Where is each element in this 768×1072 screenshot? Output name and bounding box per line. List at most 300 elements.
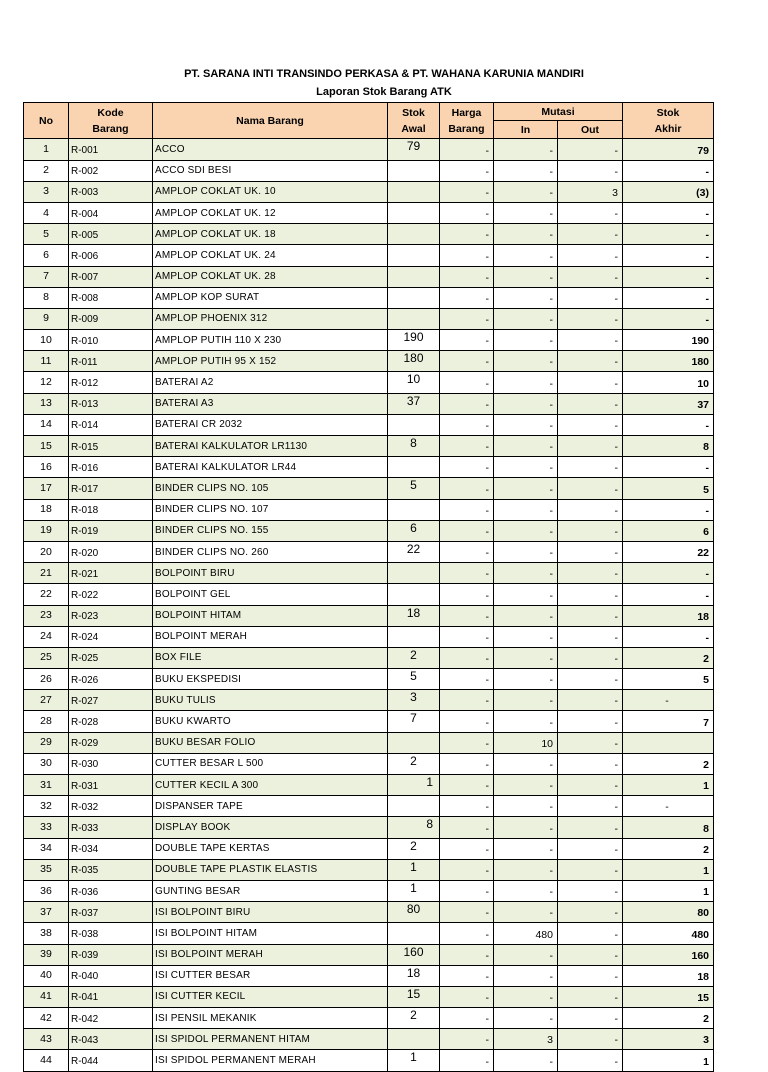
cell-awal bbox=[388, 1029, 440, 1050]
cell-in: - bbox=[494, 181, 558, 202]
cell-no: 21 bbox=[24, 563, 69, 584]
cell-harga: - bbox=[440, 902, 494, 923]
cell-awal: 1 bbox=[388, 880, 440, 901]
cell-akhir: - bbox=[623, 414, 714, 435]
cell-awal bbox=[388, 181, 440, 202]
cell-kode: R-013 bbox=[69, 393, 153, 414]
cell-nama: BOX FILE bbox=[153, 647, 388, 668]
cell-harga: - bbox=[440, 1050, 494, 1071]
cell-akhir: 5 bbox=[623, 669, 714, 690]
table-row bbox=[24, 647, 714, 668]
cell-in: - bbox=[494, 796, 558, 817]
cell-out: - bbox=[558, 923, 623, 944]
cell-kode: R-001 bbox=[69, 139, 153, 160]
cell-kode: R-034 bbox=[69, 838, 153, 859]
table-row bbox=[24, 605, 714, 626]
cell-out: - bbox=[558, 308, 623, 329]
cell-no: 42 bbox=[24, 1008, 69, 1029]
cell-akhir: 5 bbox=[623, 478, 714, 499]
cell-out: - bbox=[558, 478, 623, 499]
cell-nama: ISI SPIDOL PERMANENT HITAM bbox=[153, 1029, 388, 1050]
cell-out: - bbox=[558, 287, 623, 308]
cell-no: 10 bbox=[24, 330, 69, 351]
cell-nama: BUKU KWARTO bbox=[153, 711, 388, 732]
cell-no: 12 bbox=[24, 372, 69, 393]
cell-nama: AMPLOP PUTIH 110 X 230 bbox=[153, 330, 388, 351]
cell-out: - bbox=[558, 711, 623, 732]
cell-out: - bbox=[558, 139, 623, 160]
cell-nama: ISI CUTTER BESAR bbox=[153, 965, 388, 986]
cell-no: 19 bbox=[24, 520, 69, 541]
cell-in: - bbox=[494, 584, 558, 605]
cell-in: - bbox=[494, 541, 558, 562]
cell-no: 1 bbox=[24, 139, 69, 160]
cell-harga: - bbox=[440, 796, 494, 817]
cell-nama: AMPLOP COKLAT UK. 24 bbox=[153, 245, 388, 266]
cell-out: - bbox=[558, 224, 623, 245]
cell-out: - bbox=[558, 202, 623, 223]
cell-awal bbox=[388, 499, 440, 520]
cell-harga: - bbox=[440, 965, 494, 986]
cell-akhir: 2 bbox=[623, 1008, 714, 1029]
cell-in: - bbox=[494, 308, 558, 329]
cell-nama: BUKU BESAR FOLIO bbox=[153, 732, 388, 753]
cell-awal: 2 bbox=[388, 753, 440, 774]
header-nama-barang: Nama Barang bbox=[153, 103, 388, 139]
cell-in: - bbox=[494, 902, 558, 923]
cell-in: - bbox=[494, 202, 558, 223]
cell-kode: R-020 bbox=[69, 541, 153, 562]
cell-kode: R-038 bbox=[69, 923, 153, 944]
cell-no: 24 bbox=[24, 626, 69, 647]
cell-no: 29 bbox=[24, 732, 69, 753]
table-row bbox=[24, 393, 714, 414]
cell-harga: - bbox=[440, 817, 494, 838]
table-row bbox=[24, 711, 714, 732]
cell-no: 28 bbox=[24, 711, 69, 732]
cell-akhir: - bbox=[623, 626, 714, 647]
cell-akhir: - bbox=[623, 287, 714, 308]
cell-no: 44 bbox=[24, 1050, 69, 1071]
cell-kode: R-029 bbox=[69, 732, 153, 753]
cell-akhir: - bbox=[623, 160, 714, 181]
cell-akhir: 2 bbox=[623, 647, 714, 668]
cell-in: - bbox=[494, 605, 558, 626]
cell-in: - bbox=[494, 986, 558, 1007]
cell-kode: R-024 bbox=[69, 626, 153, 647]
cell-out: - bbox=[558, 245, 623, 266]
cell-harga: - bbox=[440, 986, 494, 1007]
cell-nama: BOLPOINT MERAH bbox=[153, 626, 388, 647]
cell-awal: 5 bbox=[388, 478, 440, 499]
cell-kode: R-016 bbox=[69, 457, 153, 478]
header-mutasi-out: Out bbox=[558, 121, 623, 139]
cell-kode: R-039 bbox=[69, 944, 153, 965]
cell-out: - bbox=[558, 647, 623, 668]
table-row bbox=[24, 1050, 714, 1071]
cell-nama: BOLPOINT GEL bbox=[153, 584, 388, 605]
cell-out: - bbox=[558, 563, 623, 584]
cell-akhir: 6 bbox=[623, 520, 714, 541]
cell-awal bbox=[388, 414, 440, 435]
table-row bbox=[24, 626, 714, 647]
table-row bbox=[24, 139, 714, 160]
cell-in: - bbox=[494, 817, 558, 838]
cell-harga: - bbox=[440, 351, 494, 372]
header-mutasi: Mutasi bbox=[494, 103, 623, 121]
cell-in: - bbox=[494, 626, 558, 647]
cell-nama: AMPLOP PUTIH 95 X 152 bbox=[153, 351, 388, 372]
cell-nama: AMPLOP KOP SURAT bbox=[153, 287, 388, 308]
table-row bbox=[24, 669, 714, 690]
cell-nama: BATERAI KALKULATOR LR44 bbox=[153, 457, 388, 478]
table-row bbox=[24, 923, 714, 944]
cell-kode: R-040 bbox=[69, 965, 153, 986]
table-row bbox=[24, 817, 714, 838]
header-harga-barang bbox=[440, 103, 494, 139]
cell-awal bbox=[388, 202, 440, 223]
header-kode-line1: Kode bbox=[97, 106, 124, 119]
header-stok-awal bbox=[388, 103, 440, 139]
table-row bbox=[24, 245, 714, 266]
cell-harga: - bbox=[440, 499, 494, 520]
cell-awal bbox=[388, 796, 440, 817]
cell-kode: R-028 bbox=[69, 711, 153, 732]
cell-kode: R-037 bbox=[69, 902, 153, 923]
cell-awal bbox=[388, 266, 440, 287]
cell-in: - bbox=[494, 1008, 558, 1029]
cell-nama: ISI BOLPOINT MERAH bbox=[153, 944, 388, 965]
cell-akhir: - bbox=[623, 224, 714, 245]
cell-no: 18 bbox=[24, 499, 69, 520]
cell-harga: - bbox=[440, 1029, 494, 1050]
cell-akhir: 1 bbox=[623, 775, 714, 796]
cell-awal bbox=[388, 457, 440, 478]
cell-akhir: 180 bbox=[623, 351, 714, 372]
cell-awal: 5 bbox=[388, 669, 440, 690]
cell-nama: BUKU EKSPEDISI bbox=[153, 669, 388, 690]
table-row bbox=[24, 224, 714, 245]
cell-kode: R-004 bbox=[69, 202, 153, 223]
cell-kode: R-043 bbox=[69, 1029, 153, 1050]
table-row bbox=[24, 520, 714, 541]
cell-awal: 18 bbox=[388, 605, 440, 626]
cell-no: 16 bbox=[24, 457, 69, 478]
cell-no: 39 bbox=[24, 944, 69, 965]
cell-akhir: - bbox=[623, 457, 714, 478]
cell-akhir: (3) bbox=[623, 181, 714, 202]
cell-harga: - bbox=[440, 160, 494, 181]
cell-out: - bbox=[558, 266, 623, 287]
cell-nama: AMPLOP COKLAT UK. 18 bbox=[153, 224, 388, 245]
cell-no: 36 bbox=[24, 880, 69, 901]
cell-no: 43 bbox=[24, 1029, 69, 1050]
cell-no: 40 bbox=[24, 965, 69, 986]
cell-awal bbox=[388, 224, 440, 245]
cell-in: - bbox=[494, 478, 558, 499]
cell-nama: AMPLOP COKLAT UK. 12 bbox=[153, 202, 388, 223]
cell-akhir: - bbox=[623, 563, 714, 584]
cell-in: - bbox=[494, 1050, 558, 1071]
cell-kode: R-010 bbox=[69, 330, 153, 351]
cell-nama: AMPLOP COKLAT UK. 10 bbox=[153, 181, 388, 202]
cell-harga: - bbox=[440, 944, 494, 965]
table-row bbox=[24, 1008, 714, 1029]
cell-akhir: 190 bbox=[623, 330, 714, 351]
cell-akhir: 79 bbox=[623, 139, 714, 160]
cell-nama: ISI CUTTER KECIL bbox=[153, 986, 388, 1007]
cell-out: - bbox=[558, 902, 623, 923]
cell-kode: R-023 bbox=[69, 605, 153, 626]
cell-akhir: 22 bbox=[623, 541, 714, 562]
cell-akhir: - bbox=[623, 245, 714, 266]
cell-out: - bbox=[558, 965, 623, 986]
cell-harga: - bbox=[440, 1008, 494, 1029]
cell-awal: 2 bbox=[388, 1008, 440, 1029]
header-kode-barang bbox=[69, 103, 153, 139]
cell-nama: DOUBLE TAPE PLASTIK ELASTIS bbox=[153, 859, 388, 880]
cell-harga: - bbox=[440, 372, 494, 393]
table-row bbox=[24, 457, 714, 478]
cell-akhir: 1 bbox=[623, 880, 714, 901]
cell-no: 6 bbox=[24, 245, 69, 266]
table-row bbox=[24, 965, 714, 986]
cell-out: - bbox=[558, 436, 623, 457]
cell-awal: 190 bbox=[388, 330, 440, 351]
cell-nama: BINDER CLIPS NO. 107 bbox=[153, 499, 388, 520]
cell-akhir: 80 bbox=[623, 902, 714, 923]
cell-kode: R-018 bbox=[69, 499, 153, 520]
cell-awal: 1 bbox=[388, 859, 440, 880]
cell-akhir: 18 bbox=[623, 965, 714, 986]
cell-out: - bbox=[558, 499, 623, 520]
table-row bbox=[24, 351, 714, 372]
table-row bbox=[24, 859, 714, 880]
cell-akhir: 8 bbox=[623, 436, 714, 457]
cell-in: - bbox=[494, 160, 558, 181]
cell-out: - bbox=[558, 669, 623, 690]
cell-no: 31 bbox=[24, 775, 69, 796]
cell-nama: ACCO bbox=[153, 139, 388, 160]
cell-harga: - bbox=[440, 245, 494, 266]
table-header bbox=[24, 103, 714, 139]
cell-in: - bbox=[494, 287, 558, 308]
table-row bbox=[24, 838, 714, 859]
cell-out: - bbox=[558, 457, 623, 478]
cell-harga: - bbox=[440, 287, 494, 308]
cell-no: 33 bbox=[24, 817, 69, 838]
table-row bbox=[24, 499, 714, 520]
cell-harga: - bbox=[440, 775, 494, 796]
cell-awal bbox=[388, 287, 440, 308]
cell-awal: 2 bbox=[388, 838, 440, 859]
cell-no: 22 bbox=[24, 584, 69, 605]
cell-kode: R-031 bbox=[69, 775, 153, 796]
cell-out: - bbox=[558, 732, 623, 753]
cell-nama: DISPLAY BOOK bbox=[153, 817, 388, 838]
header-harga-line2: Barang bbox=[448, 122, 485, 135]
table-row bbox=[24, 944, 714, 965]
cell-in: - bbox=[494, 351, 558, 372]
table-row bbox=[24, 160, 714, 181]
table-row bbox=[24, 986, 714, 1007]
cell-in: - bbox=[494, 330, 558, 351]
cell-nama: ISI BOLPOINT HITAM bbox=[153, 923, 388, 944]
cell-awal bbox=[388, 626, 440, 647]
cell-harga: - bbox=[440, 308, 494, 329]
cell-out: - bbox=[558, 351, 623, 372]
table-row bbox=[24, 372, 714, 393]
cell-akhir: 3 bbox=[623, 1029, 714, 1050]
cell-akhir: - bbox=[623, 308, 714, 329]
cell-no: 3 bbox=[24, 181, 69, 202]
cell-in: - bbox=[494, 414, 558, 435]
cell-nama: ISI SPIDOL PERMANENT MERAH bbox=[153, 1050, 388, 1071]
cell-in: - bbox=[494, 711, 558, 732]
cell-no: 27 bbox=[24, 690, 69, 711]
cell-harga: - bbox=[440, 605, 494, 626]
table-row bbox=[24, 181, 714, 202]
table-row bbox=[24, 880, 714, 901]
cell-kode: R-019 bbox=[69, 520, 153, 541]
cell-out: - bbox=[558, 1029, 623, 1050]
cell-kode: R-036 bbox=[69, 880, 153, 901]
cell-awal bbox=[388, 563, 440, 584]
cell-kode: R-003 bbox=[69, 181, 153, 202]
cell-awal: 15 bbox=[388, 986, 440, 1007]
cell-in: - bbox=[494, 669, 558, 690]
cell-out: - bbox=[558, 796, 623, 817]
cell-akhir: - bbox=[623, 266, 714, 287]
cell-nama: BINDER CLIPS NO. 105 bbox=[153, 478, 388, 499]
cell-out: - bbox=[558, 393, 623, 414]
cell-awal: 1 bbox=[388, 1050, 440, 1071]
cell-harga: - bbox=[440, 393, 494, 414]
cell-harga: - bbox=[440, 457, 494, 478]
header-kode-line2: Barang bbox=[92, 122, 129, 135]
table-row bbox=[24, 753, 714, 774]
cell-awal: 8 bbox=[388, 817, 440, 838]
table-row bbox=[24, 902, 714, 923]
cell-out: - bbox=[558, 986, 623, 1007]
cell-kode: R-005 bbox=[69, 224, 153, 245]
cell-no: 14 bbox=[24, 414, 69, 435]
cell-out: - bbox=[558, 605, 623, 626]
cell-awal: 160 bbox=[388, 944, 440, 965]
cell-in: - bbox=[494, 647, 558, 668]
cell-out: - bbox=[558, 372, 623, 393]
report-company-title: PT. SARANA INTI TRANSINDO PERKASA & PT. WAHANA KARUNIA MANDIRI bbox=[184, 68, 584, 80]
cell-awal: 80 bbox=[388, 902, 440, 923]
cell-kode: R-027 bbox=[69, 690, 153, 711]
cell-harga: - bbox=[440, 202, 494, 223]
table-row bbox=[24, 436, 714, 457]
table-row bbox=[24, 308, 714, 329]
cell-in: - bbox=[494, 245, 558, 266]
cell-akhir: 37 bbox=[623, 393, 714, 414]
table-row bbox=[24, 266, 714, 287]
cell-harga: - bbox=[440, 923, 494, 944]
cell-harga: - bbox=[440, 139, 494, 160]
cell-kode: R-015 bbox=[69, 436, 153, 457]
cell-awal: 7 bbox=[388, 711, 440, 732]
cell-out: - bbox=[558, 775, 623, 796]
cell-no: 17 bbox=[24, 478, 69, 499]
header-akhir-line1: Stok bbox=[656, 106, 680, 119]
cell-akhir: 160 bbox=[623, 944, 714, 965]
cell-kode: R-009 bbox=[69, 308, 153, 329]
cell-harga: - bbox=[440, 732, 494, 753]
table-row bbox=[24, 563, 714, 584]
stock-table bbox=[23, 102, 714, 1072]
cell-kode: R-008 bbox=[69, 287, 153, 308]
cell-akhir: - bbox=[623, 690, 714, 711]
cell-nama: BATERAI A3 bbox=[153, 393, 388, 414]
cell-in: - bbox=[494, 965, 558, 986]
cell-awal: 22 bbox=[388, 541, 440, 562]
table-row bbox=[24, 796, 714, 817]
cell-akhir: 480 bbox=[623, 923, 714, 944]
cell-harga: - bbox=[440, 266, 494, 287]
cell-harga: - bbox=[440, 414, 494, 435]
cell-kode: R-022 bbox=[69, 584, 153, 605]
cell-harga: - bbox=[440, 626, 494, 647]
cell-no: 11 bbox=[24, 351, 69, 372]
header-stok-line1: Stok bbox=[402, 106, 425, 119]
cell-awal: 10 bbox=[388, 372, 440, 393]
cell-awal: 1 bbox=[388, 775, 440, 796]
cell-awal bbox=[388, 160, 440, 181]
cell-awal bbox=[388, 308, 440, 329]
cell-no: 13 bbox=[24, 393, 69, 414]
cell-kode: R-017 bbox=[69, 478, 153, 499]
cell-no: 38 bbox=[24, 923, 69, 944]
cell-akhir: - bbox=[623, 584, 714, 605]
cell-out: - bbox=[558, 1050, 623, 1071]
cell-akhir: 1 bbox=[623, 1050, 714, 1071]
cell-in: - bbox=[494, 266, 558, 287]
cell-nama: BINDER CLIPS NO. 260 bbox=[153, 541, 388, 562]
cell-out: - bbox=[558, 520, 623, 541]
cell-nama: CUTTER KECIL A 300 bbox=[153, 775, 388, 796]
table-row bbox=[24, 732, 714, 753]
table-row bbox=[24, 541, 714, 562]
cell-in: - bbox=[494, 520, 558, 541]
cell-awal: 2 bbox=[388, 647, 440, 668]
cell-kode: R-007 bbox=[69, 266, 153, 287]
cell-in: - bbox=[494, 753, 558, 774]
cell-nama: AMPLOP COKLAT UK. 28 bbox=[153, 266, 388, 287]
cell-no: 32 bbox=[24, 796, 69, 817]
cell-harga: - bbox=[440, 711, 494, 732]
cell-nama: DISPANSER TAPE bbox=[153, 796, 388, 817]
cell-akhir bbox=[623, 732, 714, 753]
cell-in: - bbox=[494, 499, 558, 520]
table-row bbox=[24, 202, 714, 223]
cell-nama: ISI BOLPOINT BIRU bbox=[153, 902, 388, 923]
cell-no: 4 bbox=[24, 202, 69, 223]
cell-awal: 79 bbox=[388, 139, 440, 160]
cell-harga: - bbox=[440, 753, 494, 774]
header-harga-line1: Harga bbox=[451, 106, 482, 119]
cell-no: 30 bbox=[24, 753, 69, 774]
cell-harga: - bbox=[440, 838, 494, 859]
cell-no: 5 bbox=[24, 224, 69, 245]
cell-harga: - bbox=[440, 436, 494, 457]
cell-nama: BOLPOINT BIRU bbox=[153, 563, 388, 584]
table-row bbox=[24, 775, 714, 796]
cell-kode: R-025 bbox=[69, 647, 153, 668]
